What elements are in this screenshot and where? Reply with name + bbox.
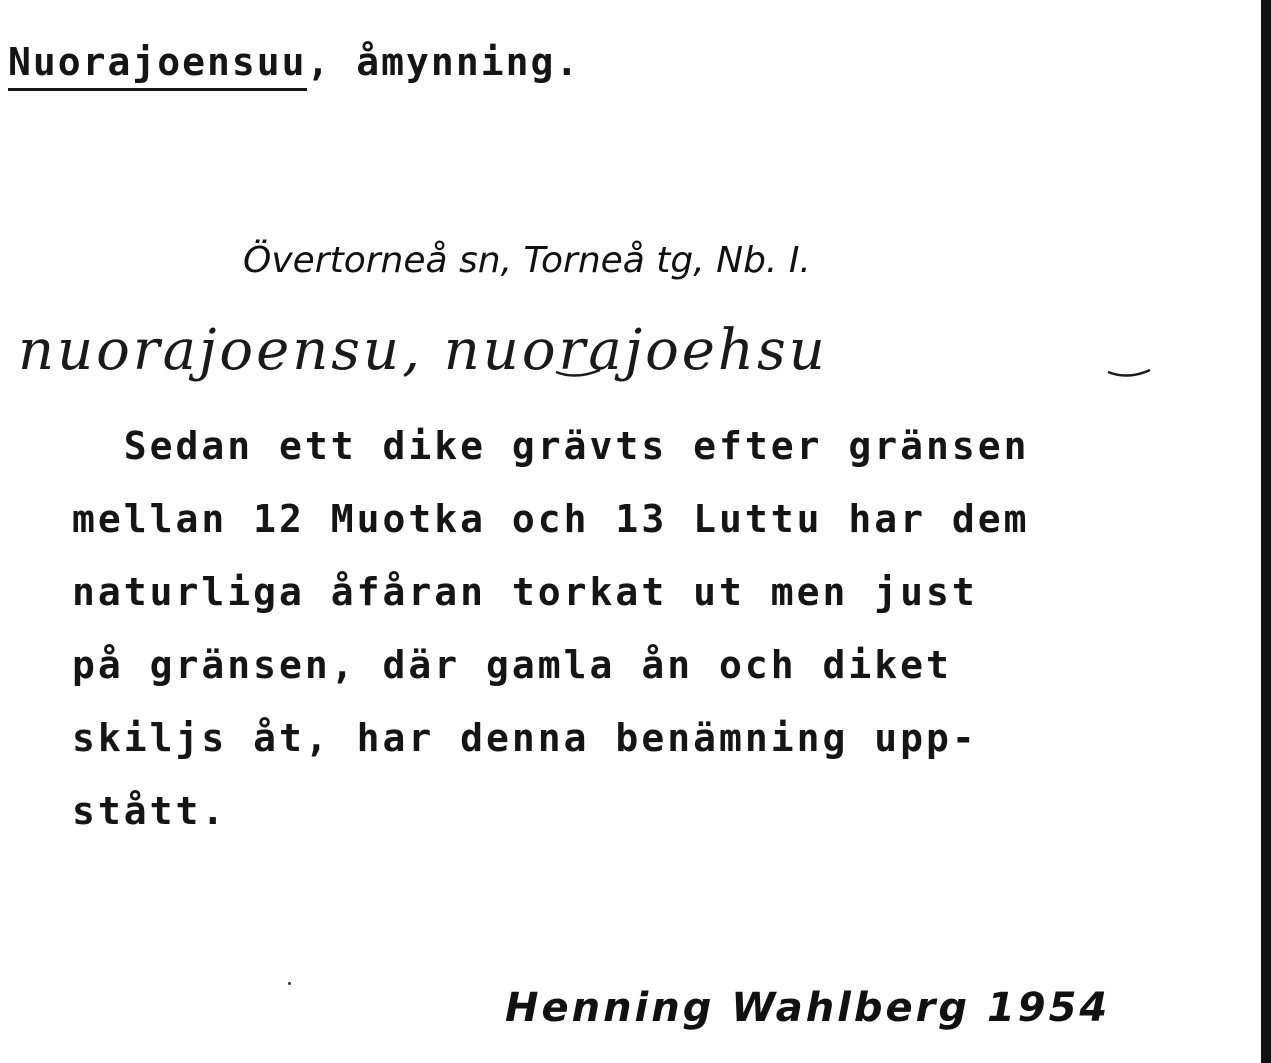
body-line: Sedan ett dike grävts efter gränsen bbox=[72, 424, 1030, 468]
handwritten-forms bbox=[8, 310, 1188, 410]
body-line: stått. bbox=[72, 789, 228, 833]
card-edge-border bbox=[1261, 0, 1271, 1063]
headword-description: , åmynning. bbox=[306, 40, 581, 84]
headword: Nuorajoensuu bbox=[8, 40, 307, 91]
body-line: skiljs åt, har denna benämning upp- bbox=[72, 716, 978, 760]
card-body bbox=[72, 410, 1232, 848]
location-stamp: Övertorneå sn, Torneå tg, Nb. I. bbox=[243, 240, 811, 281]
headword-line bbox=[8, 40, 580, 91]
body-line: mellan 12 Muotka och 13 Luttu har dem bbox=[72, 497, 1030, 541]
handwritten-text: nuorajoensu, nuorajoehsu bbox=[18, 318, 828, 383]
signature-stamp: Henning Wahlberg 1954 bbox=[505, 985, 1111, 1031]
paper-speck bbox=[288, 982, 291, 985]
body-line: på gränsen, där gamla ån och diket bbox=[72, 643, 952, 687]
body-line: naturliga åfåran torkat ut men just bbox=[72, 570, 978, 614]
